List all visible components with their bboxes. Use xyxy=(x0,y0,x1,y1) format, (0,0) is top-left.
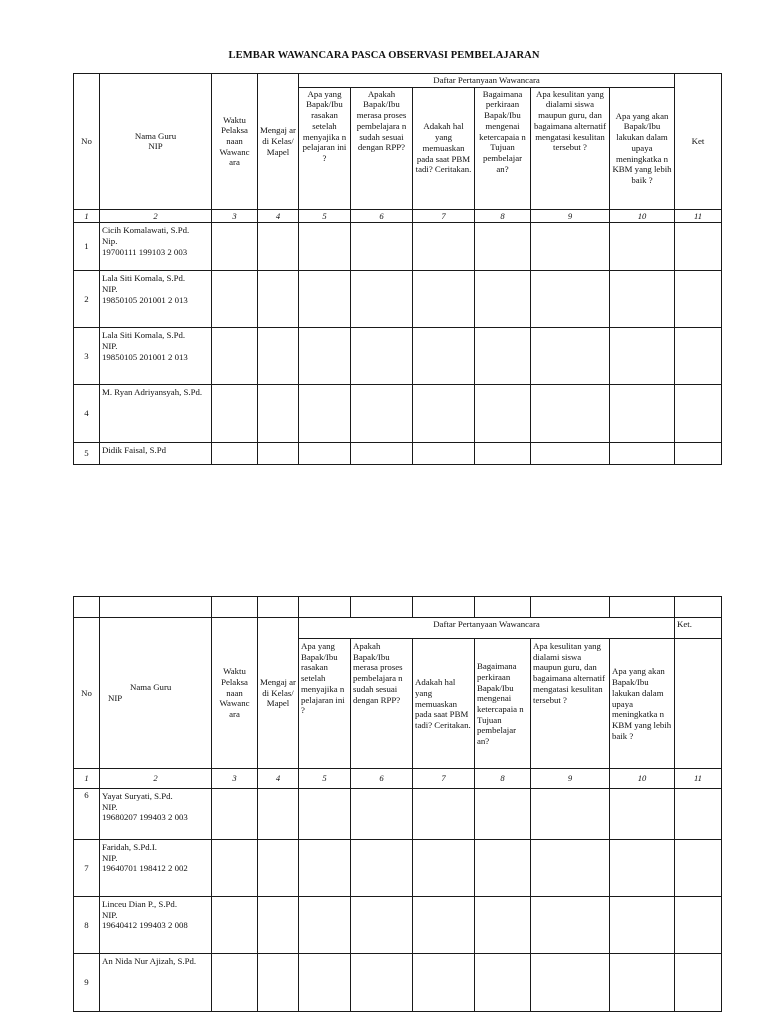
row-number: 7 xyxy=(74,840,100,897)
answer-cell[interactable] xyxy=(475,840,531,897)
answer-cell[interactable] xyxy=(258,954,299,1012)
answer-cell[interactable] xyxy=(351,223,413,271)
question-8: Bagaimana perkiraan Bapak/Ibu mengenai ketercapaia n Tujuan pembelajar an? xyxy=(475,87,531,209)
answer-cell[interactable] xyxy=(351,271,413,328)
answer-cell[interactable] xyxy=(675,954,722,1012)
answer-cell[interactable] xyxy=(413,840,475,897)
answer-cell[interactable] xyxy=(675,385,722,443)
header-name-label: Nama Guru xyxy=(130,682,172,693)
header-question-list: Daftar Pertanyaan Wawancara xyxy=(299,74,675,88)
column-number: 11 xyxy=(675,209,722,222)
header-no: No xyxy=(74,74,100,210)
answer-cell[interactable] xyxy=(299,840,351,897)
answer-cell[interactable] xyxy=(413,954,475,1012)
answer-cell[interactable] xyxy=(351,443,413,465)
answer-cell[interactable] xyxy=(258,271,299,328)
column-number: 6 xyxy=(351,769,413,789)
answer-cell[interactable] xyxy=(299,223,351,271)
table-row xyxy=(74,271,722,328)
question-6: Apakah Bapak/Ibu merasa proses pembelajara n sudah sesuai dengan RPP? xyxy=(351,639,413,769)
answer-cell[interactable] xyxy=(610,897,675,954)
teacher-nip: 19640701 198412 2 002 xyxy=(102,863,188,874)
teacher-name: M. Ryan Adriyansyah, S.Pd. xyxy=(102,387,203,398)
answer-cell[interactable] xyxy=(351,328,413,385)
row-number: 4 xyxy=(74,385,100,443)
answer-cell[interactable] xyxy=(413,328,475,385)
answer-cell[interactable] xyxy=(675,271,722,328)
header-nip-label: NIP xyxy=(108,693,123,703)
teacher-nip: 19850105 201001 2 013 xyxy=(102,294,188,305)
row-number: 5 xyxy=(74,443,100,465)
column-number: 4 xyxy=(258,209,299,222)
answer-cell[interactable] xyxy=(413,897,475,954)
answer-cell[interactable] xyxy=(531,954,610,1012)
question-8: Bagaimana perkiraan Bapak/Ibu mengenai ketercapaia n Tujuan pembelajar an? xyxy=(475,639,531,769)
answer-cell[interactable] xyxy=(675,223,722,271)
column-number: 9 xyxy=(531,769,610,789)
teacher-nip: 19680207 199403 2 003 xyxy=(102,812,188,823)
header-time: Waktu Pelaksa naan Wawanc ara xyxy=(212,618,258,769)
column-number: 2 xyxy=(100,209,212,222)
column-number: 7 xyxy=(413,209,475,222)
teacher-cell xyxy=(100,954,212,1012)
answer-cell[interactable] xyxy=(212,840,258,897)
table-row xyxy=(74,840,722,897)
answer-cell[interactable] xyxy=(610,789,675,840)
question-6: Apakah Bapak/Ibu merasa proses pembelajara n sudah sesuai dengan RPP? xyxy=(351,87,413,209)
answer-cell[interactable] xyxy=(258,840,299,897)
header-nip-label: NIP xyxy=(148,141,163,152)
column-number: 3 xyxy=(212,769,258,789)
question-7: Adakah hal yang memuaskan pada saat PBM tadi? Ceritakan. xyxy=(413,639,475,769)
answer-cell[interactable] xyxy=(351,897,413,954)
column-number-row xyxy=(74,769,722,789)
column-number: 5 xyxy=(299,209,351,222)
interview-table-2 xyxy=(73,596,722,1012)
answer-cell[interactable] xyxy=(299,897,351,954)
column-number: 10 xyxy=(610,769,675,789)
teacher-nip: 19700111 199103 2 003 xyxy=(102,246,188,257)
answer-cell[interactable] xyxy=(299,954,351,1012)
answer-cell[interactable] xyxy=(351,954,413,1012)
answer-cell[interactable] xyxy=(413,385,475,443)
answer-cell[interactable] xyxy=(212,897,258,954)
answer-cell[interactable] xyxy=(299,443,351,465)
question-5: Apa yang Bapak/Ibu rasakan setelah menyajika n pelajaran ini ? xyxy=(299,87,351,209)
column-number: 3 xyxy=(212,209,258,222)
header-question-list: Daftar Pertanyaan Wawancara xyxy=(299,618,675,639)
answer-cell[interactable] xyxy=(258,223,299,271)
header-class-subject: Mengaj ar di Kelas/ Mapel xyxy=(258,74,299,210)
answer-cell[interactable] xyxy=(258,328,299,385)
column-number: 7 xyxy=(413,769,475,789)
answer-cell[interactable] xyxy=(351,789,413,840)
question-10: Apa yang akan Bapak/Ibu lakukan dalam upaya meningkatka n KBM yang lebih baik ? xyxy=(610,639,675,769)
interview-table-1 xyxy=(73,73,722,465)
column-number-row xyxy=(74,209,722,222)
answer-cell[interactable] xyxy=(475,223,531,271)
column-number: 1 xyxy=(74,769,100,789)
teacher-nip-label: NIP. xyxy=(102,801,118,812)
answer-cell[interactable] xyxy=(475,897,531,954)
row-number: 6 xyxy=(74,789,100,840)
header-notes: Ket. xyxy=(675,618,722,639)
header-name-label: Nama Guru xyxy=(134,130,177,141)
teacher-cell xyxy=(100,385,212,443)
page-title: LEMBAR WAWANCARA PASCA OBSERVASI PEMBELAJARAN xyxy=(228,50,540,61)
header-time: Waktu Pelaksa naan Wawanc ara xyxy=(212,74,258,210)
column-number: 10 xyxy=(610,209,675,222)
table-row xyxy=(74,954,722,1012)
table-row xyxy=(74,328,722,385)
header-teacher-name xyxy=(100,618,212,769)
answer-cell[interactable] xyxy=(531,897,610,954)
teacher-cell xyxy=(100,271,212,328)
answer-cell[interactable] xyxy=(475,443,531,465)
answer-cell[interactable] xyxy=(610,385,675,443)
answer-cell[interactable] xyxy=(610,443,675,465)
answer-cell[interactable] xyxy=(475,954,531,1012)
answer-cell[interactable] xyxy=(212,443,258,465)
teacher-name: An Nida Nur Ajizah, S.Pd. xyxy=(102,956,197,966)
row-number: 3 xyxy=(74,328,100,385)
answer-cell[interactable] xyxy=(675,897,722,954)
header-notes: Ket xyxy=(675,74,722,210)
teacher-nip: 19850105 201001 2 013 xyxy=(102,351,188,362)
answer-cell[interactable] xyxy=(610,954,675,1012)
teacher-nip-label: Nip. xyxy=(102,235,118,246)
answer-cell[interactable] xyxy=(258,385,299,443)
answer-cell[interactable] xyxy=(212,789,258,840)
row-number: 9 xyxy=(74,954,100,1012)
column-number: 1 xyxy=(74,209,100,222)
teacher-cell xyxy=(100,789,212,840)
answer-cell[interactable] xyxy=(351,840,413,897)
answer-cell[interactable] xyxy=(475,385,531,443)
teacher-nip-label: NIP. xyxy=(102,340,118,351)
teacher-name: Faridah, S.Pd.I. xyxy=(102,842,157,852)
answer-cell[interactable] xyxy=(413,271,475,328)
question-9: Apa kesulitan yang dialami siswa maupun guru, dan bagaimana alternatif mengatasi kesulitan tersebut ? xyxy=(531,639,610,769)
answer-cell[interactable] xyxy=(675,443,722,465)
teacher-nip-label: NIP. xyxy=(102,909,118,920)
answer-cell[interactable] xyxy=(675,840,722,897)
question-10: Apa yang akan Bapak/Ibu lakukan dalam upaya meningkatka n KBM yang lebih baik ? xyxy=(610,87,675,209)
answer-cell[interactable] xyxy=(258,789,299,840)
column-number: 11 xyxy=(675,769,722,789)
header-teacher-name xyxy=(100,74,212,210)
answer-cell[interactable] xyxy=(212,271,258,328)
table-row xyxy=(74,789,722,840)
column-number: 6 xyxy=(351,209,413,222)
answer-cell[interactable] xyxy=(212,223,258,271)
answer-cell[interactable] xyxy=(299,328,351,385)
answer-cell[interactable] xyxy=(610,328,675,385)
row-number: 1 xyxy=(74,223,100,271)
teacher-nip: 19640412 199403 2 008 xyxy=(102,920,188,931)
notes-blank xyxy=(675,639,722,769)
answer-cell[interactable] xyxy=(531,385,610,443)
column-number: 8 xyxy=(475,769,531,789)
answer-cell[interactable] xyxy=(675,328,722,385)
answer-cell[interactable] xyxy=(258,897,299,954)
answer-cell[interactable] xyxy=(531,223,610,271)
answer-cell[interactable] xyxy=(258,443,299,465)
blank-top-row xyxy=(74,597,722,618)
header-no: No xyxy=(74,618,100,769)
column-number: 8 xyxy=(475,209,531,222)
teacher-cell xyxy=(100,223,212,271)
teacher-name: Lala Siti Komala, S.Pd. xyxy=(102,273,186,284)
answer-cell[interactable] xyxy=(675,789,722,840)
answer-cell[interactable] xyxy=(531,271,610,328)
answer-cell[interactable] xyxy=(413,223,475,271)
answer-cell[interactable] xyxy=(531,443,610,465)
answer-cell[interactable] xyxy=(299,271,351,328)
answer-cell[interactable] xyxy=(212,954,258,1012)
answer-cell[interactable] xyxy=(610,840,675,897)
answer-cell[interactable] xyxy=(531,789,610,840)
teacher-cell xyxy=(100,443,212,465)
teacher-cell xyxy=(100,897,212,954)
column-number: 9 xyxy=(531,209,610,222)
answer-cell[interactable] xyxy=(475,789,531,840)
question-9: Apa kesulitan yang dialami siswa maupun guru, dan bagaimana alternatif mengatasi kesulitan tersebut ? xyxy=(531,87,610,209)
answer-cell[interactable] xyxy=(413,443,475,465)
teacher-nip-label: NIP. xyxy=(102,852,118,863)
answer-cell[interactable] xyxy=(212,328,258,385)
answer-cell[interactable] xyxy=(610,271,675,328)
column-number: 5 xyxy=(299,769,351,789)
row-number: 2 xyxy=(74,271,100,328)
answer-cell[interactable] xyxy=(531,840,610,897)
column-number: 4 xyxy=(258,769,299,789)
teacher-name: Lala Siti Komala, S.Pd. xyxy=(102,330,186,341)
teacher-nip-label: NIP. xyxy=(102,283,118,294)
answer-cell[interactable] xyxy=(475,328,531,385)
teacher-cell xyxy=(100,840,212,897)
table-row xyxy=(74,443,722,465)
teacher-cell xyxy=(100,328,212,385)
header-class-subject: Mengaj ar di Kelas/ Mapel xyxy=(258,618,299,769)
question-5: Apa yang Bapak/Ibu rasakan setelah menyajika n pelajaran ini ? xyxy=(299,639,351,769)
teacher-name: Cicih Komalawati, S.Pd. xyxy=(102,225,190,236)
answer-cell[interactable] xyxy=(413,789,475,840)
row-number: 8 xyxy=(74,897,100,954)
teacher-name: Linceu Dian P., S.Pd. xyxy=(102,899,178,909)
answer-cell[interactable] xyxy=(212,385,258,443)
table-row xyxy=(74,385,722,443)
answer-cell[interactable] xyxy=(299,385,351,443)
answer-cell[interactable] xyxy=(610,223,675,271)
question-7: Adakah hal yang memuaskan pada saat PBM tadi? Ceritakan. xyxy=(413,87,475,209)
teacher-name: Didik Faisal, S.Pd xyxy=(102,445,167,456)
table-row xyxy=(74,897,722,954)
teacher-name: Yayat Suryati, S.Pd. xyxy=(102,791,173,801)
answer-cell[interactable] xyxy=(351,385,413,443)
answer-cell[interactable] xyxy=(531,328,610,385)
table-row xyxy=(74,223,722,271)
column-number: 2 xyxy=(100,769,212,789)
answer-cell[interactable] xyxy=(299,789,351,840)
answer-cell[interactable] xyxy=(475,271,531,328)
